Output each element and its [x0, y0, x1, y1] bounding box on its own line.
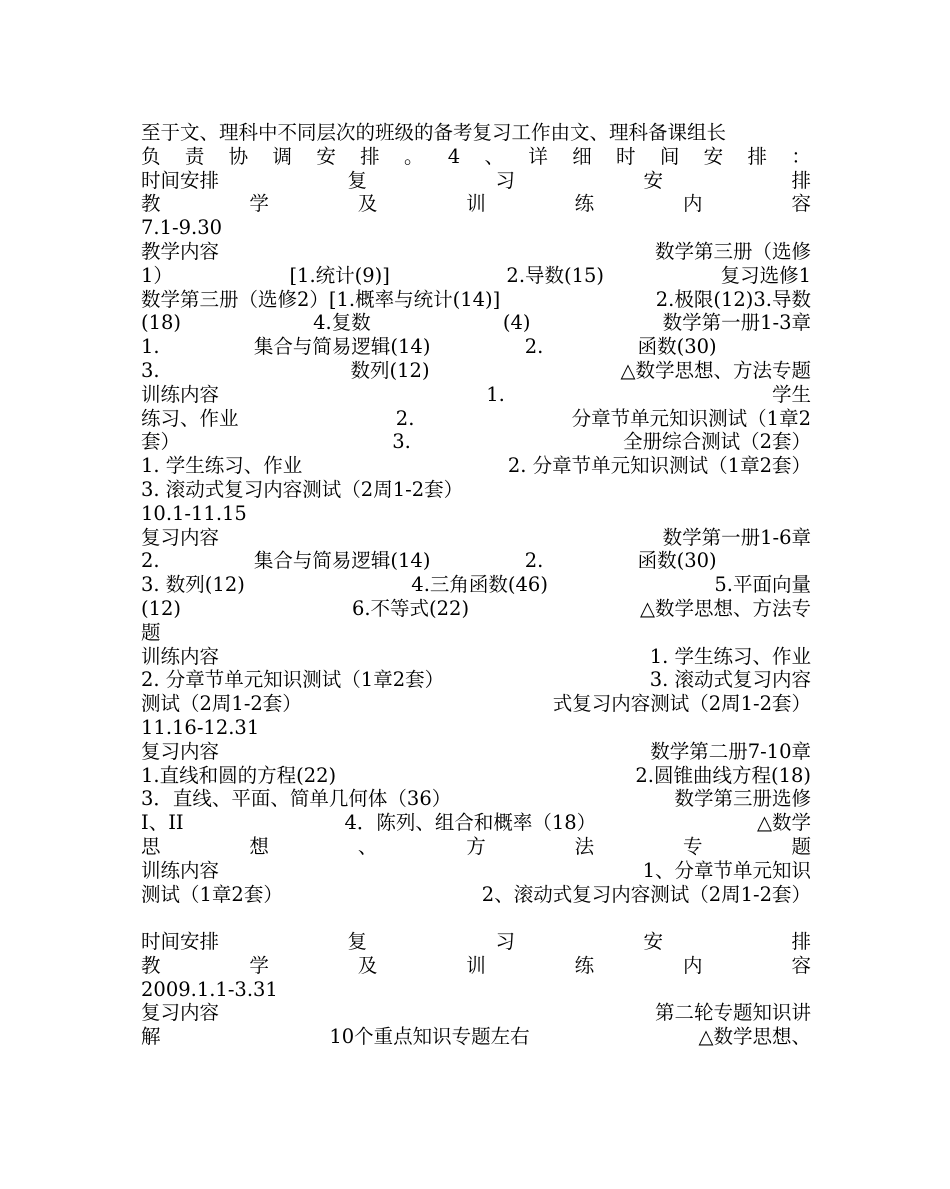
- text-segment: △数学思想、: [698, 1025, 811, 1049]
- text-segment: 习: [495, 930, 515, 954]
- text-segment: 容: [791, 953, 811, 977]
- text-segment: 时: [616, 144, 636, 168]
- text-segment: 教: [141, 192, 161, 216]
- document-line: [141, 930, 811, 954]
- text-segment: [1.统计(9)]: [289, 263, 390, 287]
- text-segment: 第二轮专题知识讲: [654, 1001, 811, 1025]
- text-segment: 训: [466, 192, 486, 216]
- text-segment: 1. 学生练习、作业: [141, 454, 303, 478]
- text-segment: 调: [272, 144, 292, 168]
- text-segment: 4: [447, 144, 461, 168]
- document-line: [141, 906, 811, 930]
- text-segment: 安: [643, 168, 663, 192]
- text-segment: 3.: [141, 358, 160, 382]
- text-segment: 法: [574, 834, 595, 858]
- document-line: [141, 430, 811, 454]
- text-segment: 数学第三册（选修: [654, 239, 811, 263]
- text-segment: 2. 分章节单元知识测试（1章2套）: [507, 454, 811, 478]
- text-segment: 学: [249, 192, 269, 216]
- text-segment: 2、滚动式复习内容测试（2周1-2套）: [481, 882, 811, 906]
- text-segment: 2.: [524, 335, 544, 359]
- text-segment: 教: [141, 953, 161, 977]
- text-segment: 2.: [395, 406, 415, 430]
- text-segment: 排: [747, 144, 768, 168]
- text-segment: 习: [495, 168, 515, 192]
- text-segment: △数学思想、方法专: [639, 596, 811, 620]
- document-line: [141, 335, 811, 359]
- document-line: [141, 288, 811, 312]
- text-segment: 及: [357, 192, 378, 216]
- text-segment: (12): [141, 596, 182, 620]
- text-segment: (18): [141, 311, 182, 335]
- document-line: [141, 859, 811, 883]
- text-segment: 时间安排: [141, 930, 220, 954]
- text-segment: △数学思想、方法专题: [620, 358, 811, 382]
- text-segment: 协: [228, 144, 249, 168]
- document-line: [141, 573, 811, 597]
- text-segment: 函数(30): [637, 549, 717, 573]
- text-segment: 数学第三册选修: [674, 787, 811, 811]
- document-line: [141, 121, 811, 145]
- text-segment: 训练内容: [141, 858, 220, 882]
- text-segment: 专: [683, 834, 703, 858]
- text-segment: 题: [141, 620, 161, 644]
- document-line: [141, 311, 811, 335]
- text-segment: 1）: [141, 263, 173, 287]
- text-segment: 1.直线和圆的方程(22): [141, 763, 337, 787]
- text-segment: 排: [791, 930, 811, 954]
- text-segment: 、: [484, 144, 505, 168]
- document-line: [141, 407, 811, 431]
- text-segment: 测试（1章2套）: [141, 882, 283, 906]
- document-line: [141, 169, 811, 193]
- text-segment: 练: [574, 192, 595, 216]
- text-segment: 复习选修1: [720, 263, 811, 287]
- text-segment: 复习内容: [141, 525, 220, 549]
- document-line: [141, 668, 811, 692]
- document-line: [141, 502, 811, 526]
- text-segment: 教学内容: [141, 239, 220, 263]
- text-segment: 及: [357, 953, 378, 977]
- text-segment: 分章节单元知识测试（1章2: [571, 406, 811, 430]
- text-segment: 3.: [392, 430, 411, 454]
- text-segment: 2.: [141, 549, 160, 573]
- document-line: [141, 264, 811, 288]
- document-line: [141, 526, 811, 550]
- text-segment: 数学第一册1-3章: [662, 311, 811, 335]
- document-line: [141, 811, 811, 835]
- text-segment: 排: [791, 168, 811, 192]
- text-segment: 2.极限(12)3.导数: [655, 287, 811, 311]
- document-line: [141, 359, 811, 383]
- text-segment: 1. 学生练习、作业: [649, 644, 811, 668]
- text-segment: 想: [249, 834, 269, 858]
- document-line: [141, 454, 811, 478]
- text-segment: 1.: [141, 335, 160, 359]
- document-line: [141, 954, 811, 978]
- text-segment: 集合与简易逻辑(14): [253, 335, 431, 359]
- text-segment: 容: [791, 192, 811, 216]
- document-line: [141, 787, 811, 811]
- text-segment: 4.三角函数(46): [411, 573, 548, 597]
- text-segment: 安: [643, 930, 663, 954]
- text-segment: 复: [347, 168, 367, 192]
- text-segment: 时间安排: [141, 168, 220, 192]
- document-line: [141, 1025, 811, 1049]
- text-segment: 复: [347, 930, 367, 954]
- text-segment: 题: [791, 834, 811, 858]
- text-segment: 式复习内容测试（2周1-2套）: [552, 692, 811, 716]
- text-segment: 数学第一册1-6章: [662, 525, 811, 549]
- text-segment: 3. 滚动式复习内容: [649, 668, 811, 692]
- text-segment: 3. 数列(12): [141, 573, 245, 597]
- text-segment: 2.导数(15): [506, 263, 605, 287]
- document-line: [141, 383, 811, 407]
- text-segment: 安: [316, 144, 336, 168]
- document-line: [141, 240, 811, 264]
- text-segment: 解: [141, 1025, 161, 1049]
- text-segment: 集合与简易逻辑(14): [253, 549, 431, 573]
- text-segment: 4.复数: [313, 311, 371, 335]
- text-segment: 套）: [141, 430, 181, 454]
- text-segment: 方: [466, 834, 486, 858]
- text-segment: 训: [466, 953, 486, 977]
- text-segment: 内: [683, 192, 703, 216]
- text-segment: △数学: [757, 811, 811, 835]
- text-segment: 训练内容: [141, 382, 220, 406]
- text-segment: 。: [403, 144, 424, 168]
- text-segment: (4): [502, 311, 531, 335]
- text-segment: 函数(30): [637, 335, 717, 359]
- text-segment: 数学第三册（选修2）[1.概率与统计(14)]: [141, 287, 501, 311]
- text-segment: 11.16-12.31: [141, 715, 260, 739]
- document-line: [141, 716, 811, 740]
- text-segment: 负: [141, 144, 161, 168]
- text-segment: 1.: [486, 382, 505, 406]
- document-line: [141, 192, 811, 216]
- text-segment: 至于文、理科中不同层次的班级的备考复习工作由文、理科备课组长: [141, 121, 727, 144]
- text-segment: 2.圆锥曲线方程(18): [635, 763, 811, 787]
- document-line: [141, 645, 811, 669]
- document-line: [141, 1001, 811, 1025]
- text-segment: 2009.1.1-3.31: [141, 977, 278, 1001]
- document-line: [141, 216, 811, 240]
- text-segment: 学: [249, 953, 269, 977]
- text-segment: 内: [683, 953, 703, 977]
- document-body: [141, 121, 811, 1049]
- text-segment: 6.不等式(22): [351, 596, 470, 620]
- text-segment: 细: [572, 144, 592, 168]
- text-segment: I、II: [141, 811, 184, 835]
- text-segment: 、: [357, 834, 378, 858]
- text-segment: 学生: [771, 382, 811, 406]
- document-line: [141, 740, 811, 764]
- text-segment: 责: [184, 144, 205, 168]
- text-segment: ：: [791, 144, 811, 168]
- document-line: [141, 835, 811, 859]
- text-segment: 排: [360, 144, 380, 168]
- text-segment: 思: [141, 834, 161, 858]
- document-line: [141, 978, 811, 1002]
- text-segment: 间: [659, 144, 680, 168]
- document-line: [141, 692, 811, 716]
- document-line: [141, 764, 811, 788]
- text-segment: 训练内容: [141, 644, 220, 668]
- text-segment: 2. 分章节单元知识测试（1章2套）: [141, 668, 445, 692]
- text-segment: 5.平面向量: [714, 573, 811, 597]
- text-segment: 详: [528, 144, 548, 168]
- text-segment: 复习内容: [141, 1001, 220, 1025]
- text-segment: 复习内容: [141, 739, 220, 763]
- text-segment: 数学第二册7-10章: [650, 739, 811, 763]
- document-line: [141, 621, 811, 645]
- document-line: [141, 597, 811, 621]
- document-line: [141, 145, 811, 169]
- text-segment: 练习、作业: [141, 406, 239, 430]
- text-segment: 测试（2周1-2套）: [141, 692, 302, 716]
- document-line: [141, 478, 811, 502]
- text-segment: 安: [703, 144, 724, 168]
- text-segment: 数列(12): [350, 358, 430, 382]
- text-segment: 10.1-11.15: [141, 501, 247, 525]
- text-segment: 练: [574, 953, 595, 977]
- text-segment: 全册综合测试（2套）: [623, 430, 811, 454]
- text-segment: 3．直线、平面、简单几何体（36）: [141, 787, 452, 811]
- text-segment: 4．陈列、组合和概率（18）: [344, 811, 597, 835]
- text-segment: 2.: [524, 549, 544, 573]
- document-line: [141, 549, 811, 573]
- text-segment: 1、分章节单元知识: [642, 858, 811, 882]
- document-line: [141, 883, 811, 907]
- text-segment: 10个重点知识专题左右: [329, 1025, 530, 1049]
- text-segment: 7.1-9.30: [141, 216, 223, 240]
- text-segment: 3. 滚动式复习内容测试（2周1-2套）: [141, 477, 464, 501]
